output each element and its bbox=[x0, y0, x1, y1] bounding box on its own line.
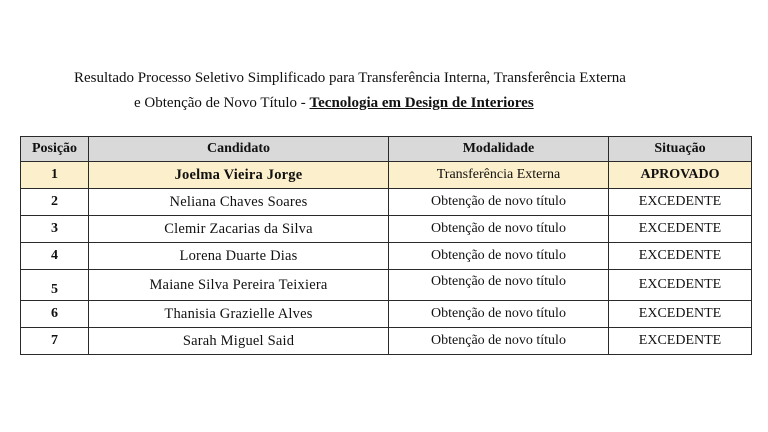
status-cell: EXCEDENTE bbox=[609, 189, 752, 216]
table-row bbox=[21, 328, 752, 355]
table-row bbox=[21, 189, 752, 216]
table-row bbox=[21, 243, 752, 270]
position-cell: 1 bbox=[21, 162, 89, 189]
results-table bbox=[20, 136, 752, 355]
status-cell: EXCEDENTE bbox=[609, 328, 752, 355]
position-cell: 2 bbox=[21, 189, 89, 216]
modality-cell: Obtenção de novo título bbox=[389, 243, 609, 270]
modality-cell: Transferência Externa bbox=[389, 162, 609, 189]
title-prefix: e Obtenção de Novo Título - bbox=[134, 95, 310, 111]
modality-cell: Obtenção de novo título bbox=[389, 270, 609, 301]
modality-cell: Obtenção de novo título bbox=[389, 328, 609, 355]
column-header-modality: Modalidade bbox=[389, 137, 609, 162]
column-header-status: Situação bbox=[609, 137, 752, 162]
position-cell: 5 bbox=[21, 270, 89, 301]
status-cell: EXCEDENTE bbox=[609, 216, 752, 243]
table-row bbox=[21, 216, 752, 243]
table-header-row bbox=[21, 137, 752, 162]
candidate-cell: Sarah Miguel Said bbox=[89, 328, 389, 355]
course-name: Tecnologia em Design de Interiores bbox=[309, 95, 534, 111]
position-cell: 7 bbox=[21, 328, 89, 355]
modality-cell: Obtenção de novo título bbox=[389, 216, 609, 243]
table-row bbox=[21, 162, 752, 189]
position-cell: 4 bbox=[21, 243, 89, 270]
document-title-line-1: Resultado Processo Seletivo Simplificado para Transferência Interna, Transferência Externa bbox=[74, 70, 626, 86]
candidate-cell: Joelma Vieira Jorge bbox=[89, 162, 389, 189]
column-header-candidate: Candidato bbox=[89, 137, 389, 162]
position-cell: 3 bbox=[21, 216, 89, 243]
table-row bbox=[21, 270, 752, 301]
status-cell: APROVADO bbox=[609, 162, 752, 189]
table-row bbox=[21, 301, 752, 328]
candidate-cell: Thanisia Grazielle Alves bbox=[89, 301, 389, 328]
status-cell: EXCEDENTE bbox=[609, 243, 752, 270]
candidate-cell: Lorena Duarte Dias bbox=[89, 243, 389, 270]
status-cell: EXCEDENTE bbox=[609, 270, 752, 301]
candidate-cell: Clemir Zacarias da Silva bbox=[89, 216, 389, 243]
document-title-line-2 bbox=[134, 94, 534, 112]
modality-cell: Obtenção de novo título bbox=[389, 189, 609, 216]
candidate-cell: Neliana Chaves Soares bbox=[89, 189, 389, 216]
candidate-cell: Maiane Silva Pereira Teixiera bbox=[89, 270, 389, 301]
position-cell: 6 bbox=[21, 301, 89, 328]
modality-cell: Obtenção de novo título bbox=[389, 301, 609, 328]
column-header-position: Posição bbox=[21, 137, 89, 162]
status-cell: EXCEDENTE bbox=[609, 301, 752, 328]
